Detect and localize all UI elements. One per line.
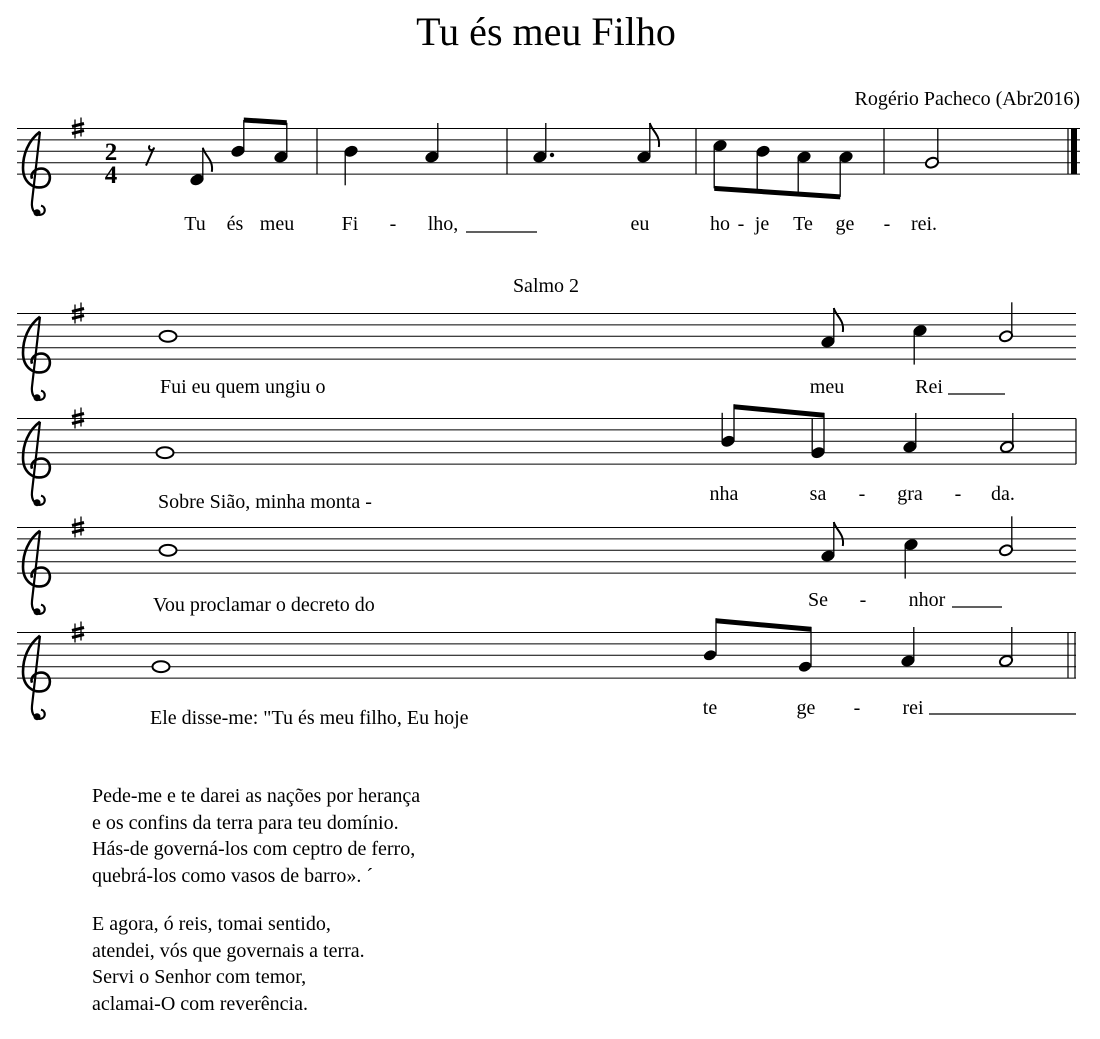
verse-stanza bbox=[92, 783, 420, 889]
psalm-recitation-text: Vou proclamar o decreto do bbox=[153, 594, 375, 616]
composer-credit: Rogério Pacheco (Abr2016) bbox=[854, 88, 1080, 110]
note bbox=[424, 123, 439, 164]
lyric-syllable: ge bbox=[796, 697, 816, 719]
lyric-syllable: Te bbox=[793, 213, 813, 235]
beam bbox=[734, 404, 824, 418]
note bbox=[998, 627, 1013, 668]
time-signature-numerator: 2 bbox=[104, 139, 118, 166]
note bbox=[189, 148, 212, 187]
note bbox=[157, 447, 174, 458]
note bbox=[903, 538, 918, 579]
psalm-recitation-text: Ele disse-me: "Tu és meu filho, Eu hoje bbox=[150, 707, 469, 729]
beam bbox=[716, 618, 811, 632]
lyric-syllable: Tu bbox=[184, 213, 206, 235]
lyric-syllable: da. bbox=[991, 483, 1015, 505]
note-head bbox=[160, 331, 177, 342]
note bbox=[820, 522, 843, 563]
lyric-syllable: Se bbox=[808, 589, 828, 611]
note-flag bbox=[834, 308, 843, 332]
lyric-syllable: gra bbox=[897, 483, 923, 505]
lyric-hyphen: - bbox=[737, 213, 745, 235]
verse-line: quebrá-los como vasos de barro». ´ bbox=[92, 864, 374, 887]
lyric-syllable: meu bbox=[259, 213, 295, 235]
note-flag bbox=[650, 123, 659, 147]
verse-line: E agora, ó reis, tomai sentido, bbox=[92, 913, 331, 935]
note bbox=[636, 123, 659, 164]
note bbox=[900, 627, 915, 668]
verse-line: e os confins da terra para teu domínio. bbox=[92, 811, 399, 834]
note-head bbox=[702, 649, 717, 662]
lyric-hyphen: - bbox=[853, 697, 861, 719]
score-title: Tu és meu Filho bbox=[416, 9, 676, 54]
lyric-syllable: Fi bbox=[341, 213, 359, 235]
lyric-syllable: eu bbox=[630, 213, 650, 235]
note bbox=[160, 545, 177, 556]
lyric-syllable: ge bbox=[835, 213, 855, 235]
lyric-hyphen: - bbox=[954, 483, 962, 505]
note bbox=[160, 331, 177, 342]
note bbox=[998, 302, 1013, 343]
augmentation-dot bbox=[550, 153, 554, 157]
lyric-syllable: nha bbox=[709, 483, 739, 505]
beam bbox=[714, 186, 840, 200]
note-head bbox=[160, 545, 177, 556]
verse-stanza bbox=[92, 911, 420, 1017]
final-bar-line bbox=[1071, 129, 1077, 175]
verse-line: Pede-me e te darei as nações por herança bbox=[92, 785, 421, 807]
note bbox=[998, 516, 1013, 557]
lyric-syllable: te bbox=[702, 697, 718, 719]
lyric-syllable: és bbox=[226, 213, 244, 235]
note bbox=[924, 129, 939, 170]
verse-line: Servi o Senhor com temor, bbox=[92, 966, 307, 988]
note bbox=[912, 324, 927, 365]
note-head bbox=[153, 661, 170, 672]
psalm-verses bbox=[92, 783, 420, 1039]
lyric-syllable: ho bbox=[710, 213, 730, 235]
lyric-syllable: lho, bbox=[427, 213, 459, 235]
note-head bbox=[797, 660, 812, 673]
lyric-syllable: nhor bbox=[908, 589, 946, 611]
note bbox=[755, 145, 770, 192]
lyric-hyphen: - bbox=[859, 589, 867, 611]
note bbox=[230, 120, 245, 158]
lyric-hyphen: - bbox=[858, 483, 866, 505]
lyric-syllable: meu bbox=[809, 376, 845, 398]
note-head bbox=[157, 447, 174, 458]
note bbox=[810, 419, 825, 460]
beam bbox=[244, 117, 287, 125]
verse-line: Hás-de governá-los com ceptro de ferro, bbox=[92, 838, 416, 860]
note bbox=[820, 308, 843, 349]
lyric-syllable: rei bbox=[902, 697, 924, 719]
psalm-recitation-text: Sobre Sião, minha monta - bbox=[158, 491, 372, 513]
note bbox=[902, 413, 917, 454]
note bbox=[153, 661, 170, 672]
note-flag bbox=[834, 522, 843, 546]
note bbox=[532, 123, 554, 164]
staves bbox=[17, 118, 1080, 721]
note bbox=[343, 145, 358, 186]
psalm-recitation-text: Fui eu quem ungiu o bbox=[160, 376, 326, 398]
lyric-syllable: rei. bbox=[910, 213, 938, 235]
lyric-syllable: sa bbox=[809, 483, 827, 505]
time-signature-denominator: 4 bbox=[104, 162, 118, 189]
verse-line: aclamai-O com reverência. bbox=[92, 992, 308, 1015]
note bbox=[999, 413, 1014, 454]
note bbox=[796, 150, 811, 194]
lyric-hyphen: - bbox=[883, 213, 891, 235]
lyric-hyphen: - bbox=[389, 213, 397, 235]
verse-line: atendei, vós que governais a terra. bbox=[92, 939, 365, 962]
note bbox=[712, 139, 727, 188]
lyric-syllable: je bbox=[754, 213, 770, 235]
lyric-syllable: Rei bbox=[915, 376, 943, 398]
section-label: Salmo 2 bbox=[512, 275, 580, 297]
